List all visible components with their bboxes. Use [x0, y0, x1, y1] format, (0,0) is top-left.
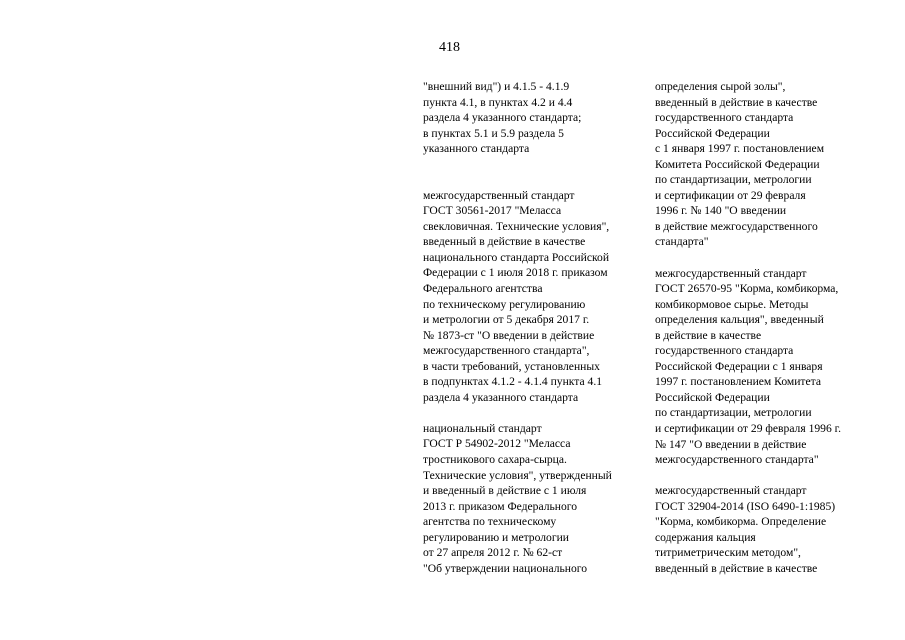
text-line: от 27 апреля 2012 г. № 62-ст — [423, 546, 563, 560]
text-line: национального стандарта Российской — [423, 250, 610, 264]
text-line: введенный в действие в качестве — [655, 95, 818, 109]
text-line: Российской Федерации с 1 января — [655, 359, 823, 373]
text-line: титриметрическим методом", — [655, 546, 801, 560]
text-line: указанного стандарта — [423, 142, 530, 156]
left-block — [423, 421, 648, 576]
right-column — [655, 79, 885, 577]
text-line: межгосударственный стандарт — [423, 188, 575, 202]
text-line: ГОСТ 26570-95 "Корма, комбикорма, — [655, 282, 839, 296]
text-line: межгосударственный стандарт — [655, 266, 807, 280]
text-line: и введенный в действие с 1 июля — [423, 484, 587, 498]
text-line: по техническому регулированию — [423, 297, 586, 311]
text-line: свекловичная. Технические условия", — [423, 219, 610, 233]
text-line: в действие межгосударственного — [655, 219, 818, 233]
text-line: Комитета Российской Федерации — [655, 157, 820, 171]
left-block — [423, 79, 648, 157]
text-line: Федерального агентства — [423, 282, 543, 296]
text-line: в пунктах 5.1 и 5.9 раздела 5 — [423, 126, 564, 140]
text-line: "Корма, комбикорма. Определение — [655, 515, 827, 529]
text-line: комбикормовое сырье. Методы — [655, 297, 809, 311]
right-block — [655, 266, 885, 468]
left-block — [423, 188, 648, 406]
right-block — [655, 79, 885, 250]
text-line: 1997 г. постановлением Комитета — [655, 375, 822, 389]
text-line: № 147 "О введении в действие — [655, 437, 807, 451]
text-line: содержания кальция — [655, 530, 756, 544]
text-line: введенный в действие в качестве — [423, 235, 586, 249]
text-line: по стандартизации, метрологии — [655, 406, 812, 420]
text-line: раздела 4 указанного стандарта; — [423, 111, 582, 125]
text-line: пункта 4.1, в пунктах 4.2 и 4.4 — [423, 95, 573, 109]
text-line: межгосударственного стандарта", — [423, 344, 590, 358]
text-line: раздела 4 указанного стандарта — [423, 390, 579, 404]
text-line: и сертификации от 29 февраля — [655, 188, 806, 202]
text-line: введенный в действие в качестве — [655, 561, 818, 575]
page-number: 418 — [439, 40, 460, 55]
text-line: в действие в качестве — [655, 328, 762, 342]
text-line: № 1873-ст "О введении в действие — [423, 328, 595, 342]
text-line: определения сырой золы", — [655, 80, 786, 93]
text-line: "Об утверждении национального — [423, 561, 588, 575]
text-line: "внешний вид") и 4.1.5 - 4.1.9 — [423, 80, 570, 93]
text-line: в подпунктах 4.1.2 - 4.1.4 пункта 4.1 — [423, 375, 603, 389]
text-line: регулированию и метрологии — [423, 530, 569, 544]
text-line: национальный стандарт — [423, 421, 542, 435]
text-line: по стандартизации, метрологии — [655, 173, 812, 187]
text-line: стандарта" — [655, 235, 709, 249]
left-column — [423, 79, 648, 576]
text-line: Федерации с 1 июля 2018 г. приказом — [423, 266, 608, 280]
text-line: государственного стандарта — [655, 111, 794, 125]
text-line: Российской Федерации — [655, 390, 770, 404]
text-line: в части требований, установленных — [423, 359, 600, 373]
text-line: тростникового сахара-сырца. — [423, 453, 567, 467]
text-line: межгосударственный стандарт — [655, 484, 807, 498]
text-line: Технические условия", утвержденный — [423, 468, 612, 482]
text-line: агентства по техническому — [423, 515, 557, 529]
text-line: 2013 г. приказом Федерального — [423, 499, 578, 513]
text-line: ГОСТ 30561-2017 "Меласса — [423, 204, 562, 218]
text-line: и сертификации от 29 февраля 1996 г. — [655, 422, 842, 436]
text-line: ГОСТ 32904-2014 (ISO 6490-1:1985) — [655, 499, 836, 513]
text-line: с 1 января 1997 г. постановлением — [655, 142, 825, 156]
right-block — [655, 483, 885, 576]
text-line: Российской Федерации — [655, 126, 770, 140]
text-line: межгосударственного стандарта" — [655, 453, 819, 467]
text-line: и метрологии от 5 декабря 2017 г. — [423, 313, 590, 327]
text-line: ГОСТ Р 54902-2012 "Меласса — [423, 437, 571, 451]
text-line: государственного стандарта — [655, 344, 794, 358]
text-line: определения кальция", введенный — [655, 313, 824, 327]
text-line: 1996 г. № 140 "О введении — [655, 204, 787, 218]
